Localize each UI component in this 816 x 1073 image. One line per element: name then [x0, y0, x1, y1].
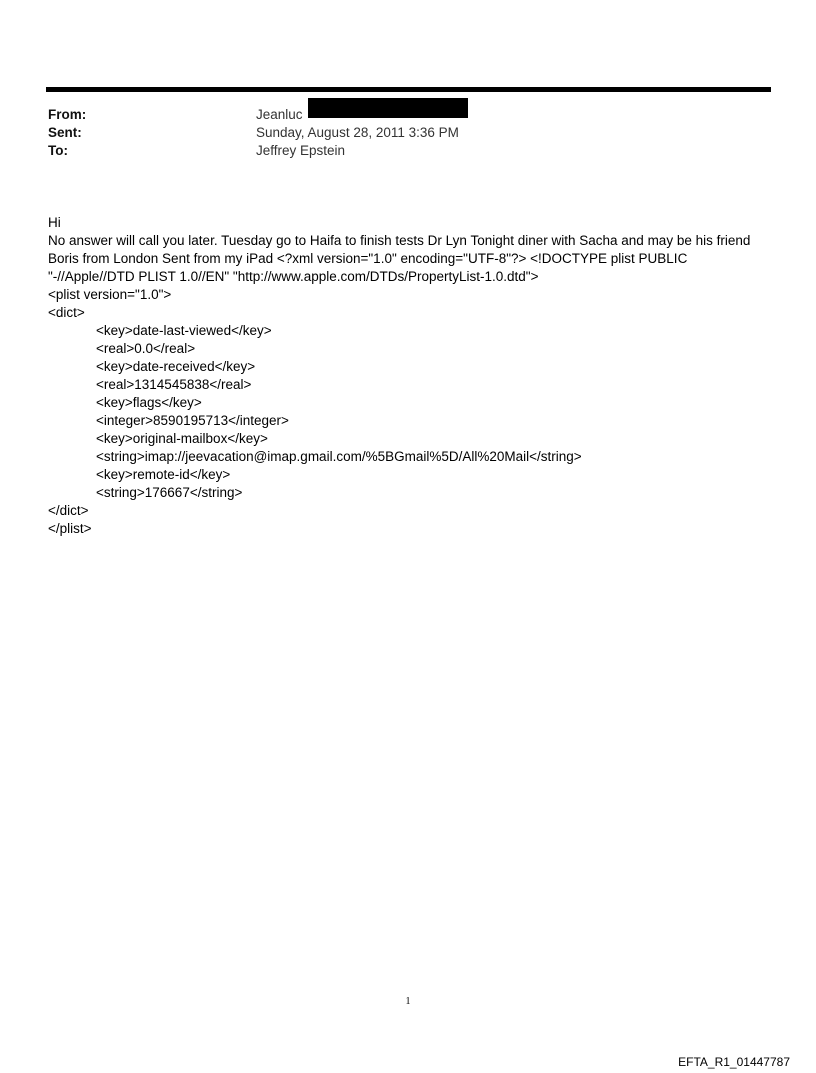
- dict-line: <string>176667</string>: [96, 485, 243, 500]
- to-row: [48, 142, 768, 160]
- to-label: To:: [48, 143, 68, 158]
- from-value: [256, 106, 468, 124]
- from-row: [48, 106, 768, 124]
- redaction-bar: [308, 98, 468, 118]
- dict-close-tag: </dict>: [48, 503, 89, 518]
- page-number: 1: [405, 996, 411, 1007]
- email-body: [48, 214, 768, 538]
- dict-line: <key>original-mailbox</key>: [96, 431, 268, 446]
- dict-line: <key>date-last-viewed</key>: [96, 323, 272, 338]
- dict-line: <key>date-received</key>: [96, 359, 256, 374]
- dict-open-tag: <dict>: [48, 305, 85, 320]
- sent-value: Sunday, August 28, 2011 3:36 PM: [256, 125, 459, 140]
- header-divider: [46, 87, 771, 92]
- dict-line: <real>1314545838</real>: [96, 377, 252, 392]
- to-value: Jeffrey Epstein: [256, 143, 346, 158]
- message-text: No answer will call you later. Tuesday go to Haifa to finish tests Dr Lyn Tonight diner with Sacha and may be his friend Boris from London Sent from my iPad <?xml version="1.0" encoding="UTF-8"?> <!DOCTYPE plist PUBLIC "-//Apple//DTD PLIST 1.0//EN" "http://www.apple.com/DTDs/PropertyList-1.0.dtd">: [48, 233, 751, 284]
- email-header: [48, 106, 768, 160]
- dict-line: <key>flags</key>: [96, 395, 202, 410]
- sent-row: [48, 124, 768, 142]
- plist-close-tag: </plist>: [48, 521, 92, 536]
- greeting: Hi: [48, 215, 61, 230]
- dict-line: <key>remote-id</key>: [96, 467, 231, 482]
- from-label: From:: [48, 107, 87, 122]
- plist-open-tag: <plist version="1.0">: [48, 287, 172, 302]
- sent-label: Sent:: [48, 125, 82, 140]
- dict-line: <string>imap://jeevacation@imap.gmail.com/%5BGmail%5D/All%20Mail</string>: [96, 449, 582, 464]
- sender-name: Jeanluc: [256, 107, 303, 122]
- dict-line: <integer>8590195713</integer>: [96, 413, 289, 428]
- dict-line: <real>0.0</real>: [96, 341, 196, 356]
- bates-number: EFTA_R1_01447787: [678, 1055, 790, 1069]
